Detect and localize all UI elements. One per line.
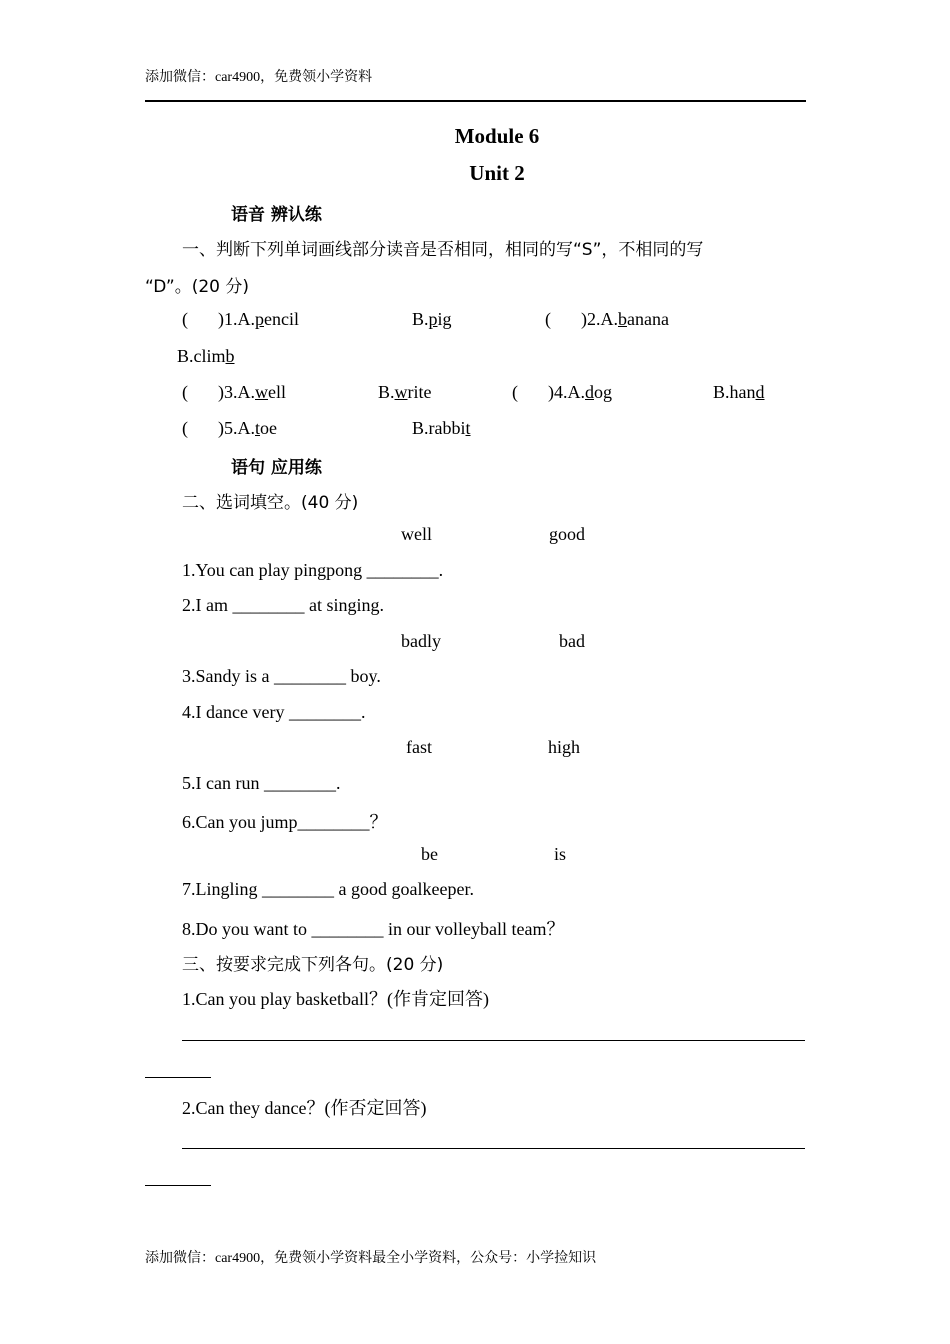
- question: 1.You can play pingpong ________.: [182, 560, 444, 580]
- question: 1.Can you play basketball？(作肯定回答): [182, 989, 489, 1009]
- p1-item-4: ( )4.A.dog: [512, 382, 612, 402]
- p1-item-4-b: B.hand: [713, 382, 765, 402]
- module-title: Module 6: [454, 124, 540, 148]
- word-choice: good: [549, 524, 585, 544]
- answer-line: [182, 1148, 805, 1149]
- word-choice: be: [421, 844, 438, 864]
- p1-item-1-b: B.pig: [412, 309, 452, 329]
- header-note: 添加微信：car4900，免费领小学资料: [145, 70, 373, 85]
- answer-line: [145, 1185, 211, 1186]
- answer-line: [182, 1040, 805, 1041]
- question: 7.Lingling ________ a good goalkeeper.: [182, 879, 474, 899]
- p1-item-5: ( )5.A.toe: [182, 418, 278, 438]
- part1-instruction: 一、判断下列单词画线部分读音是否相同，相同的写“S”，不相同的写: [182, 240, 704, 260]
- p1-item-1: ( )1.A.pencil: [182, 309, 299, 329]
- word-choice: high: [548, 737, 581, 757]
- question: 6.Can you jump________？: [182, 812, 388, 832]
- unit-title: Unit 2: [469, 161, 525, 185]
- question: 5.I can run ________.: [182, 773, 341, 793]
- footer-note: 添加微信：car4900，免费领小学资料最全小学资料，公众号：小学捡知识: [145, 1251, 597, 1266]
- p1-item-3: ( )3.A.well: [182, 382, 286, 402]
- word-choice: is: [554, 844, 567, 864]
- p1-item-3-b: B.write: [378, 382, 432, 402]
- part1-instruction-cont: “D”。(20 分): [145, 277, 250, 297]
- p1-item-2: ( )2.A.banana: [545, 309, 669, 329]
- question: 4.I dance very ________.: [182, 702, 366, 722]
- part2-instruction: 二、选词填空。(40 分): [182, 493, 359, 513]
- p1-item-2-b: B.climb: [177, 346, 235, 366]
- section-label-phonics: 语音 辨认练: [231, 205, 322, 225]
- question: 8.Do you want to ________ in our volleyball team？: [182, 919, 565, 939]
- word-choice: badly: [401, 631, 441, 651]
- word-choice: fast: [406, 737, 432, 757]
- header-rule: [145, 100, 806, 102]
- question: 2.I am ________ at singing.: [182, 595, 384, 615]
- section-label-sentence: 语句 应用练: [231, 458, 322, 478]
- p1-item-5-b: B.rabbit: [412, 418, 471, 438]
- question: 3.Sandy is a ________ boy.: [182, 666, 381, 686]
- part3-instruction: 三、按要求完成下列各句。(20 分): [182, 955, 444, 975]
- answer-line: [145, 1077, 211, 1078]
- word-choice: well: [401, 524, 432, 544]
- question: 2.Can they dance？(作否定回答): [182, 1098, 427, 1118]
- word-choice: bad: [559, 631, 585, 651]
